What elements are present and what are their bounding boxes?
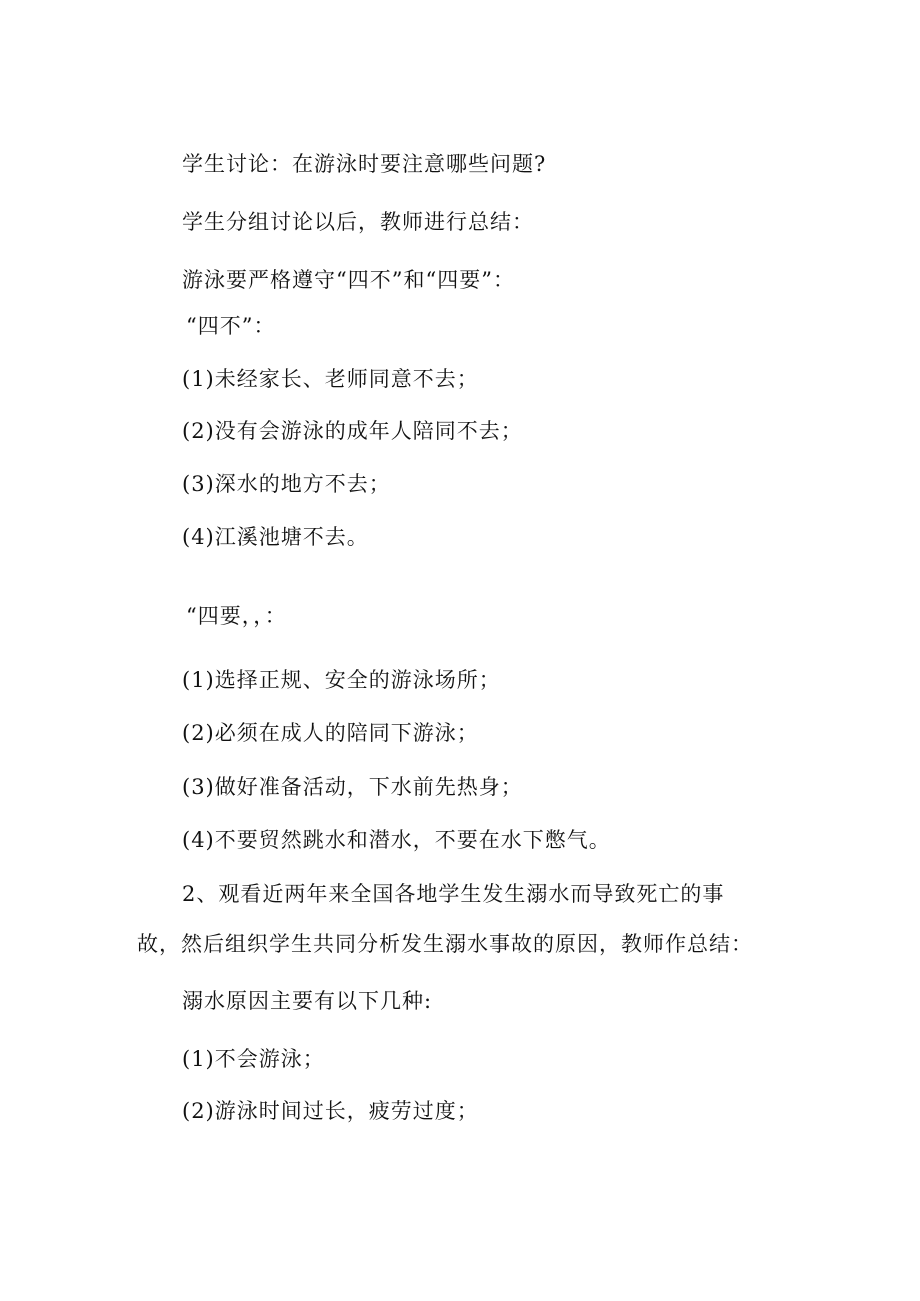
list-item: (2)必须在成人的陪同下游泳； xyxy=(182,721,479,745)
list-item: (4)不要贸然跳水和潜水，不要在水下憋气。 xyxy=(182,828,611,852)
teacher-summary-intro: 学生分组讨论以后，教师进行总结： xyxy=(182,210,534,234)
drowning-causes-intro: 溺水原因主要有以下几种: xyxy=(182,989,433,1013)
list-item: (1)选择正规、安全的游泳场所； xyxy=(182,668,501,692)
list-item: (1)不会游泳； xyxy=(182,1047,325,1071)
list-item: (2)没有会游泳的成年人陪同不去； xyxy=(182,419,523,443)
rules-intro: 游泳要严格遵守“四不”和“四要”： xyxy=(182,268,515,292)
paragraph-2-line-2: 故，然后组织学生共同分析发生溺水事故的原因，教师作总结： xyxy=(137,932,753,956)
four-donts-heading: “四不”： xyxy=(186,314,276,338)
list-item: (1)未经家长、老师同意不去； xyxy=(182,367,479,391)
list-item: (2)游泳时间过长，疲劳过度； xyxy=(182,1099,479,1123)
list-item: (3)做好准备活动，下水前先热身； xyxy=(182,775,523,799)
list-item: (3)深水的地方不去； xyxy=(182,472,391,496)
paragraph-2-line-1: 2、观看近两年来全国各地学生发生溺水而导致死亡的事 xyxy=(182,882,725,906)
list-item: (4)江溪池塘不去。 xyxy=(182,525,369,549)
four-dos-heading: “四要，，： xyxy=(186,604,287,628)
discussion-question: 学生讨论：在游泳时要注意哪些问题? xyxy=(182,152,547,176)
